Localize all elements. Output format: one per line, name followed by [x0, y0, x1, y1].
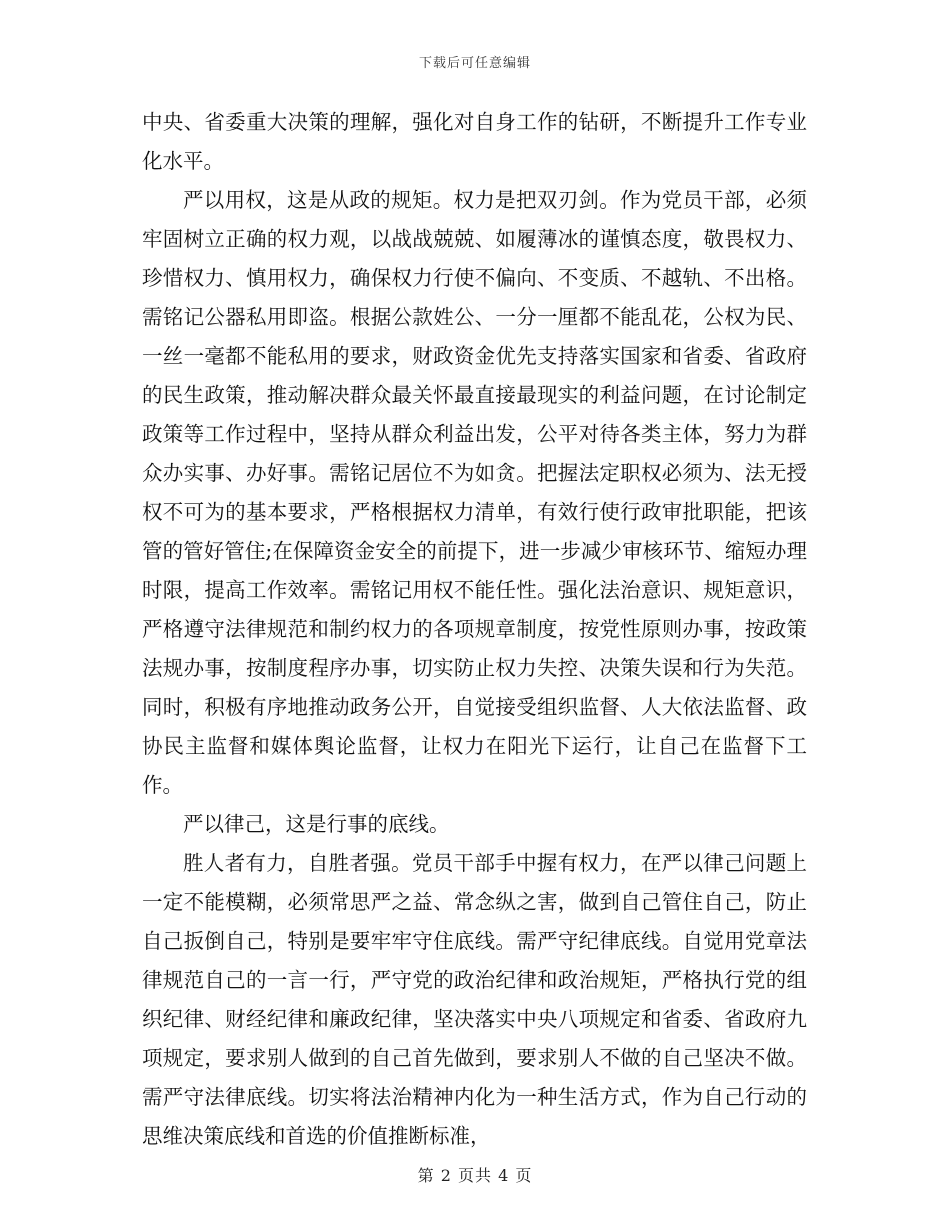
document-body	[142, 103, 807, 1156]
paragraph-2: 严以用权，这是从政的规矩。权力是把双刃剑。作为党员干部，必须牢固树立正确的权力观，以战战兢兢、如履薄冰的谨慎态度，敬畏权力、珍惜权力、慎用权力，确保权力行使不偏向、不变质、不越轨、不出格。需铭记公器私用即盗。根据公款姓公、一分一厘都不能乱花，公权为民、一丝一毫都不能私用的要求，财政资金优先支持落实国家和省委、省政府的民生政策，推动解决群众最关怀最直接最现实的利益问题，在讨论制定政策等工作过程中，坚持从群众利益出发，公平对待各类主体，努力为群众办实事、办好事。需铭记居位不为如贪。把握法定职权必须为、法无授权不可为的基本要求，严格根据权力清单，有效行使行政审批职能，把该管的管好管住;在保障资金安全的前提下，进一步减少审核环节、缩短办理时限，提高工作效率。需铭记用权不能任性。强化法治意识、规矩意识，严格遵守法律规范和制约权力的各项规章制度，按党性原则办事，按政策法规办事，按制度程序办事，切实防止权力失控、决策失误和行为失范。同时，积极有序地推动政务公开，自觉接受组织监督、人大依法监督、政协民主监督和媒体舆论监督，让权力在阳光下运行，让自己在监督下工作。	[142, 188, 807, 797]
paragraph-4: 胜人者有力，自胜者强。党员干部手中握有权力，在严以律己问题上一定不能模糊，必须常思严之益、常念纵之害，做到自己管住自己，防止自己扳倒自己，特别是要牢牢守住底线。需严守纪律底线。自觉用党章法律规范自己的一言一行，严守党的政治纪律和政治规矩，严格执行党的组织纪律、财经纪律和廉政纪律，坚决落实中央八项规定和省委、省政府九项规定，要求别人做到的自己首先做到，要求别人不做的自己坚决不做。需严守法律底线。切实将法治精神内化为一种生活方式，作为自己行动的思维决策底线和首选的价值推断标准，	[142, 851, 807, 1148]
paragraph-1: 中央、省委重大决策的理解，强化对自身工作的钻研，不断提升工作专业化水平。	[142, 110, 807, 173]
page-footer: 第 2 页共 4 页	[417, 1166, 533, 1185]
paragraph-3: 严以律己，这是行事的底线。	[183, 812, 450, 836]
page-header: 下载后可任意编辑	[418, 56, 531, 71]
